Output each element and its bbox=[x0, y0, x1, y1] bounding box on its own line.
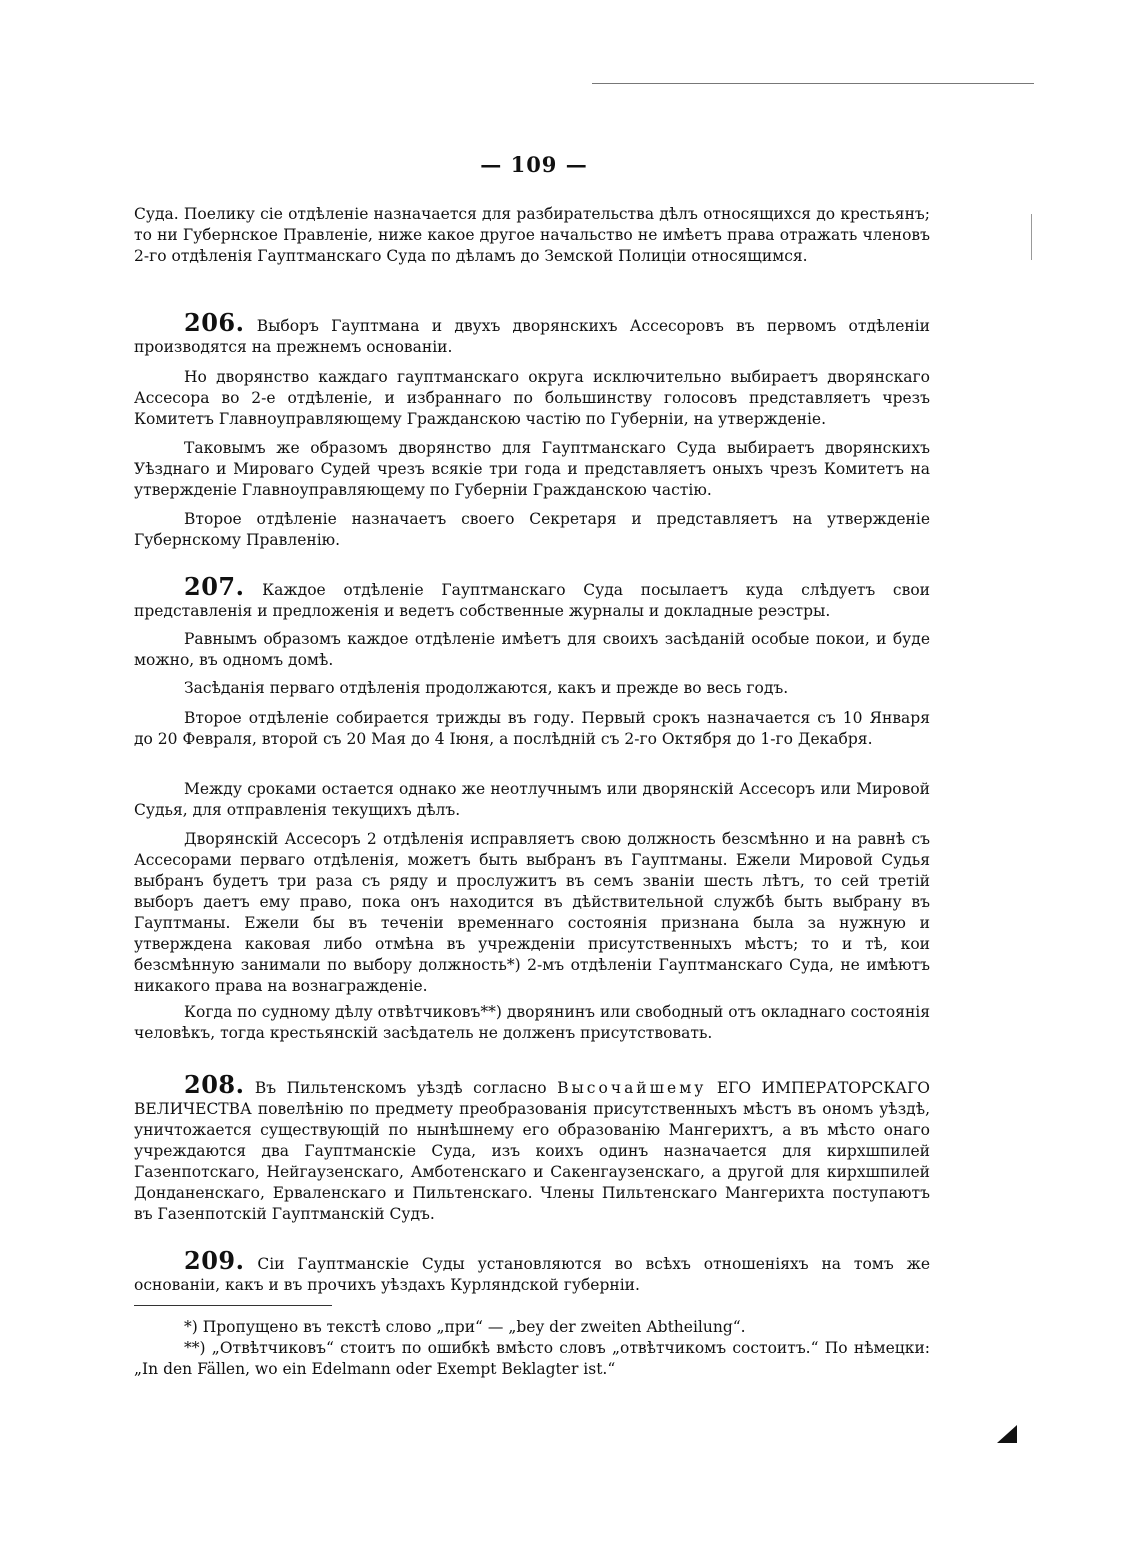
section-209-number: 209. bbox=[184, 1246, 245, 1275]
section-207-paragraph-6 bbox=[134, 829, 930, 997]
footnote-1: *) Пропущено въ текстѣ слово „при“ — „bey der zweiten Abtheilung“. bbox=[184, 1318, 746, 1336]
section-208-number: 208. bbox=[184, 1070, 245, 1099]
footnote-2: **) „Отвѣтчиковъ“ стоитъ по ошибкѣ вмѣсто словъ „отвѣтчикомъ состоитъ.“ По нѣмецки: „In den Fällen, wo ein Edelmann oder Exempt Beklagter ist.“ bbox=[134, 1339, 930, 1378]
section-206-text: Выборъ Гауптмана и двухъ дворянскихъ Ассесоровъ въ первомъ отдѣленiи производятся на прежнемъ основанiи. bbox=[134, 317, 930, 356]
section-207-paragraph-2: Равнымъ образомъ каждое отдѣленiе имѣетъ для своихъ засѣданiй особые покои, и буде можно, въ одномъ домѣ. bbox=[134, 630, 930, 669]
section-206-paragraph-1 bbox=[134, 308, 930, 358]
section-208-text-a: Въ Пильтенскомъ уѣздѣ согласно bbox=[254, 1079, 558, 1097]
section-208-text-b: ЕГО ИМПЕРАТОРСКАГО ВЕЛИЧЕСТВА повелѣнiю по предмету преобразованiя присутственныхъ мѣстъ въ ономъ уѣздѣ, уничтожается существующiй по нынѣшнему его образованiю Мангерихтъ, а въ мѣсто онаго учреждаются два Гауптманскiе Суда, изъ коихъ одинъ назначается для кирхшпилей Газенпотскаго, Нейгаузенскаго, Амботенскаго и Сакенгаузенскаго, а другой для кирхшпилей Донданенскаго, Ерваленскаго и Пильтенскаго. Члены Пильтенскаго Мангерихта поступаютъ въ Газенпотскiй Гауптманскiй Судъ. bbox=[134, 1079, 930, 1223]
intro-paragraph: Суда. Поелику сiе отдѣленiе назначается для разбирательства дѣлъ относящихся до крестьянъ; то ни Губернское Правленiе, ниже какое другое начальство не имѣетъ права отражать членовъ 2-го отдѣленiя Гауптманскаго Суда по дѣламъ до Земской Полицiи относящимся. bbox=[134, 205, 930, 265]
footnote-rule bbox=[134, 1305, 332, 1306]
section-208-spaced-word: Высочайшему bbox=[557, 1079, 707, 1097]
top-rule bbox=[592, 83, 1034, 84]
section-207-paragraph-6-end: 2-мъ отдѣленiи Гауптманскаго Суда, не имѣютъ никакого права на вознагражденiе. bbox=[134, 956, 930, 995]
section-209-paragraph bbox=[134, 1246, 930, 1296]
footnote-ref-1[interactable]: *) bbox=[506, 956, 521, 974]
section-207-paragraph-6-text: Дворянскiй Ассесоръ 2 отдѣленiя исправляетъ свою должность безсмѣнно и на равнѣ съ Ассесорами перваго отдѣленiя, можетъ быть выбранъ въ Гауптманы. Ежели Мировой Судья выбранъ будетъ три раза съ ряду и прослужитъ въ семъ званiи шесть лѣтъ, то сей третiй выборъ даетъ ему право, пока онъ находится въ дѣйствительной службѣ быть выбрану въ Гауптманы. Ежели бы въ теченiи временнаго состоянiя признана была за нужную и утверждена каковая либо отмѣна въ учрежденiи присутственныхъ мѣстъ; то и тѣ, кои безсмѣнную занимали по выбору должность bbox=[134, 830, 930, 974]
section-207-paragraph-3: Засѣданiя перваго отдѣленiя продолжаются, какъ и прежде во весь годъ. bbox=[184, 679, 789, 697]
section-207-paragraph-7-end: дворянинъ или свободный отъ окладнаго состоянiя человѣкъ, тогда крестьянскiй засѣдатель не долженъ присутствовать. bbox=[134, 1003, 931, 1042]
section-207-paragraph-1 bbox=[134, 572, 930, 622]
page-number: — 109 — bbox=[480, 152, 588, 177]
section-207-text: Каждое отдѣленiе Гауптманскаго Суда посылаетъ куда слѣдуетъ свои представленiя и предложенiя и ведетъ собственные журналы и докладные реэстры. bbox=[134, 581, 930, 620]
section-208-paragraph bbox=[134, 1070, 930, 1225]
section-206-number: 206. bbox=[184, 308, 245, 337]
section-207-paragraph-5: Между сроками остается однако же неотлучнымъ или дворянскiй Ассесоръ или Мировой Судья, для отправленiя текущихъ дѣлъ. bbox=[134, 780, 930, 819]
section-207-paragraph-4: Второе отдѣленiе собирается трижды въ году. Первый срокъ назначается съ 10 Января до 20 Февраля, второй съ 20 Мая до 4 Iюня, а послѣднiй съ 2-го Октября до 1-го Декабря. bbox=[134, 709, 930, 748]
section-207-number: 207. bbox=[184, 572, 245, 601]
section-206-paragraph-3: Таковымъ же образомъ дворянство для Гауптманскаго Суда выбираетъ дворянскихъ Уѣзднаго и Мироваго Судей чрезъ всякiе три года и представляетъ оныхъ чрезъ Комитетъ на утвержденiе Главноуправляющему по Губернiи Гражданскою частiю. bbox=[134, 439, 930, 499]
margin-mark bbox=[1031, 214, 1032, 260]
section-206-paragraph-4: Второе отдѣленiе назначаетъ своего Секретаря и представляетъ на утвержденiе Губернскому Правленiю. bbox=[134, 510, 930, 549]
section-207-paragraph-7-text: Когда по судному дѣлу отвѣтчиковъ bbox=[184, 1003, 481, 1021]
section-207-paragraph-7 bbox=[134, 1002, 930, 1044]
section-206-paragraph-2: Но дворянство каждаго гауптманскаго округа исключительно выбираетъ дворянскаго Ассесора во 2-е отдѣленiе, и избраннаго по большинству голосовъ представляетъ чрезъ Комитетъ Главноуправляющему Гражданскою частiю по Губернiи, на утвержденiе. bbox=[134, 368, 930, 428]
corner-mark bbox=[997, 1425, 1017, 1443]
section-209-text: Сiи Гауптманскiе Суды установляются во всѣхъ отношенiяхъ на томъ же основанiи, какъ и въ прочихъ уѣздахъ Курляндской губернiи. bbox=[134, 1255, 930, 1294]
footnote-ref-2[interactable]: **) bbox=[480, 1003, 502, 1021]
